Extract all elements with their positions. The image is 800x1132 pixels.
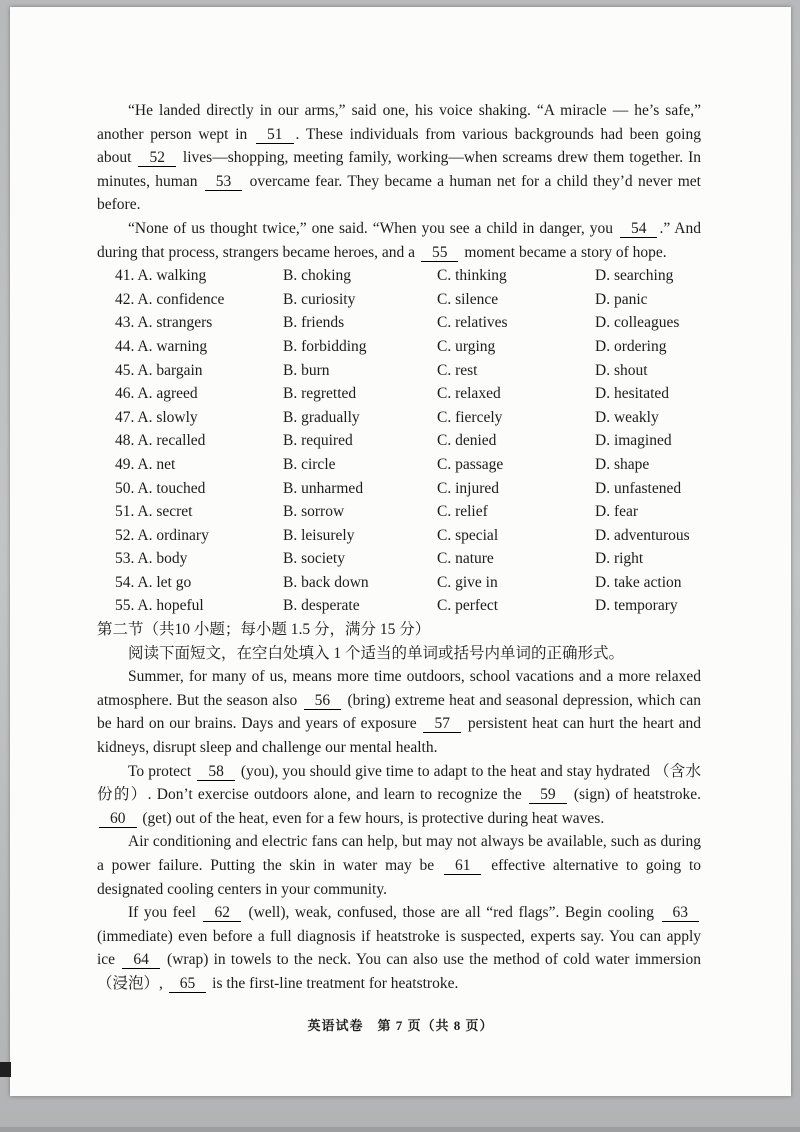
option-cell: D. fear bbox=[595, 503, 639, 521]
option-cell: B. curiosity bbox=[283, 290, 356, 308]
blank-58: 58 bbox=[197, 763, 235, 781]
option-row-45 bbox=[115, 359, 701, 383]
option-cell: C. passage bbox=[437, 455, 504, 473]
blank-61: 61 bbox=[444, 857, 482, 875]
option-cell: C. special bbox=[437, 526, 499, 544]
option-row-54 bbox=[115, 571, 701, 595]
option-cell: C. relaxed bbox=[437, 385, 501, 403]
option-cell: B. sorrow bbox=[283, 503, 345, 521]
blank-62: 62 bbox=[203, 904, 241, 922]
option-cell: 46. A. agreed bbox=[115, 385, 198, 403]
option-cell: C. silence bbox=[437, 290, 499, 308]
exam-page bbox=[10, 7, 791, 1096]
blank-54: 54 bbox=[620, 220, 658, 238]
option-cell: B. leisurely bbox=[283, 526, 355, 544]
blank-59: 59 bbox=[529, 786, 567, 804]
option-row-42 bbox=[115, 288, 701, 312]
option-cell: C. rest bbox=[437, 361, 478, 379]
option-cell: D. right bbox=[595, 550, 644, 568]
blank-51: 51 bbox=[256, 126, 294, 144]
blank-57: 57 bbox=[423, 715, 461, 733]
blank-56: 56 bbox=[304, 692, 342, 710]
option-cell: C. give in bbox=[437, 573, 498, 591]
option-row-43 bbox=[115, 311, 701, 335]
option-cell: 48. A. recalled bbox=[115, 432, 206, 450]
option-cell: 50. A. touched bbox=[115, 479, 206, 497]
passage-paragraph-2: To protect 58 (you), you should give time to adapt to the heat and stay hydrated （含水份的）. Don’t exercise outdoors alone, and learn to recognize the 59 (sign) of heatstroke. 60 (get) out of the heat, even for a few hours, is protective during heat waves. bbox=[97, 762, 702, 827]
option-cell: D. unfastened bbox=[595, 479, 682, 497]
option-cell: C. relief bbox=[437, 503, 488, 521]
option-row-46 bbox=[115, 382, 701, 406]
option-cell: C. relatives bbox=[437, 314, 508, 332]
option-cell: D. imagined bbox=[595, 432, 672, 450]
option-row-51 bbox=[115, 500, 701, 524]
passage-paragraph-1: Summer, for many of us, means more time outdoors, school vacations and a more relaxed atmosphere. But the season also 56 (bring) extreme heat and seasonal depression, which can be hard on our brains. Days and years of exposure 57 persistent heat can hurt the heart and kidneys, disrupt sleep and challenge our mental health. bbox=[97, 668, 701, 757]
option-cell: B. burn bbox=[283, 361, 330, 379]
option-cell: D. temporary bbox=[595, 597, 678, 615]
option-cell: D. colleagues bbox=[595, 314, 680, 332]
option-cell: C. fiercely bbox=[437, 408, 503, 426]
option-cell: D. ordering bbox=[595, 337, 667, 355]
option-row-52 bbox=[115, 524, 701, 548]
option-cell: 41. A. walking bbox=[115, 267, 207, 285]
section2-heading: 第二节（共10 小题；每小题 1.5 分，满分 15 分） bbox=[97, 621, 431, 639]
option-row-49 bbox=[115, 453, 701, 477]
option-cell: 54. A. let go bbox=[115, 573, 192, 591]
binding-mark bbox=[0, 1062, 11, 1077]
option-cell: C. injured bbox=[437, 479, 499, 497]
option-cell: D. shout bbox=[595, 361, 648, 379]
passage-paragraph-3: Air conditioning and electric fans can help, but may not always be available, such as during a power failure. Putting the skin in water may be 61 effective alternative to going to designated cooling centers in your community. bbox=[97, 833, 702, 898]
option-cell: B. required bbox=[283, 432, 353, 450]
option-cell: B. desperate bbox=[283, 597, 360, 615]
section2-instruction: 阅读下面短文，在空白处填入 1 个适当的单词或括号内单词的正确形式。 bbox=[128, 644, 625, 662]
option-cell: D. shape bbox=[595, 455, 650, 473]
blank-60: 60 bbox=[99, 810, 137, 828]
option-row-48 bbox=[115, 429, 701, 453]
option-cell: 43. A. strangers bbox=[115, 314, 213, 332]
option-cell: 49. A. net bbox=[115, 455, 176, 473]
option-row-47 bbox=[115, 406, 701, 430]
option-cell: 51. A. secret bbox=[115, 503, 193, 521]
option-cell: D. adventurous bbox=[595, 526, 690, 544]
option-cell: B. choking bbox=[283, 267, 352, 285]
option-cell: 52. A. ordinary bbox=[115, 526, 209, 544]
option-cell: D. hesitated bbox=[595, 385, 670, 403]
option-cell: C. denied bbox=[437, 432, 497, 450]
option-cell: B. back down bbox=[283, 573, 369, 591]
option-row-44 bbox=[115, 335, 701, 359]
option-cell: D. searching bbox=[595, 267, 674, 285]
option-cell: 45. A. bargain bbox=[115, 361, 203, 379]
option-cell: C. perfect bbox=[437, 597, 499, 615]
option-row-53 bbox=[115, 547, 701, 571]
blank-55: 55 bbox=[421, 244, 459, 262]
option-cell: 42. A. confidence bbox=[115, 290, 225, 308]
option-cell: 44. A. warning bbox=[115, 337, 208, 355]
option-cell: 47. A. slowly bbox=[115, 408, 198, 426]
passage-paragraph-4: If you feel 62 (well), weak, confused, those are all “red flags”. Begin cooling 63 (immediate) even before a full diagnosis if heatstroke is suspected, experts say. You can apply ice 64 (wrap) in towels to the neck. You can also use the method of cold water immersion （浸泡）, 65 is the first-line treatment for heatstroke. bbox=[97, 904, 701, 992]
option-cell: D. take action bbox=[595, 573, 682, 591]
option-cell: B. society bbox=[283, 550, 345, 568]
option-cell: B. gradually bbox=[283, 408, 360, 426]
option-cell: C. thinking bbox=[437, 267, 507, 285]
option-cell: B. forbidding bbox=[283, 337, 367, 355]
option-row-55 bbox=[115, 594, 701, 618]
option-cell: D. panic bbox=[595, 290, 648, 308]
option-cell: 55. A. hopeful bbox=[115, 597, 204, 615]
blank-65: 65 bbox=[169, 975, 207, 993]
cloze-paragraph-1: “He landed directly in our arms,” said one, his voice shaking. “A miracle — he’s safe,” another person wept in 51 . These individuals from various backgrounds had been going about 52 lives—shopping, meeting family, working—when screams drew them together. In minutes, human 53 overcame fear. They became a human net for a child they’d never met before. bbox=[97, 102, 702, 214]
blank-63: 63 bbox=[662, 904, 700, 922]
option-cell: B. unharmed bbox=[283, 479, 364, 497]
option-cell: B. regretted bbox=[283, 385, 357, 403]
option-cell: C. urging bbox=[437, 337, 496, 355]
blank-64: 64 bbox=[122, 951, 160, 969]
options-grid bbox=[115, 264, 701, 618]
option-cell: D. weakly bbox=[595, 408, 659, 426]
cloze-paragraph-2: “None of us thought twice,” one said. “When you see a child in danger, you 54 .” And during that process, strangers became heroes, and a 55 moment became a story of hope. bbox=[97, 219, 702, 261]
option-cell: 53. A. body bbox=[115, 550, 188, 568]
option-row-50 bbox=[115, 477, 701, 501]
page-footer: 英语试卷 第 7 页（共 8 页） bbox=[307, 1018, 494, 1034]
option-cell: B. circle bbox=[283, 455, 336, 473]
blank-52: 52 bbox=[138, 149, 176, 167]
option-cell: C. nature bbox=[437, 550, 494, 568]
option-row-41 bbox=[115, 264, 701, 288]
option-cell: B. friends bbox=[283, 314, 345, 332]
blank-53: 53 bbox=[205, 173, 243, 191]
scan-bottom-edge bbox=[0, 1127, 800, 1132]
